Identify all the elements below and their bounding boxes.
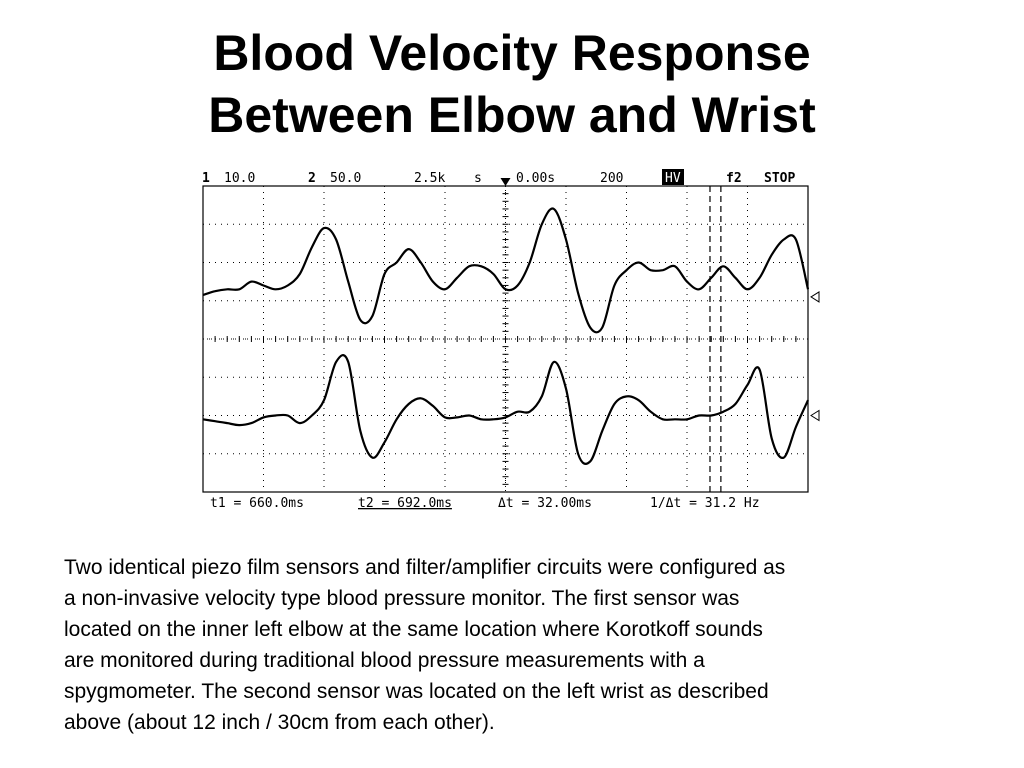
inverse-delta-t-readout: 1/Δt = 31.2 Hz <box>650 496 760 511</box>
measurement-readout <box>210 496 760 511</box>
trigger-marker <box>501 178 511 186</box>
caption-line-6: above (about 12 inch / 30cm from each other). <box>64 711 495 734</box>
caption-line-3: located on the inner left elbow at the same location where Korotkoff sounds <box>64 618 763 641</box>
sample-unit: s <box>474 171 482 186</box>
status-bar <box>202 169 795 186</box>
caption-line-1: Two identical piezo film sensors and filter/amplifier circuits were configured as <box>64 556 786 579</box>
caption <box>64 552 964 738</box>
ch1-indicator: 1 <box>202 171 210 186</box>
title-line-1: Blood Velocity Response <box>213 25 811 81</box>
caption-line-2: a non-invasive velocity type blood pressure monitor. The first sensor was <box>64 587 740 610</box>
channel-2-marker <box>811 411 819 421</box>
run-state: STOP <box>764 171 796 186</box>
slide-title <box>0 22 1024 146</box>
ch2-scale: 50.0 <box>330 171 362 186</box>
timebase: 200 <box>600 171 624 186</box>
ch1-scale: 10.0 <box>224 171 256 186</box>
ch2-indicator: 2 <box>308 171 316 186</box>
delta-t-readout: Δt = 32.00ms <box>498 496 592 511</box>
trigger-time: 0.00s <box>516 171 556 186</box>
caption-line-4: are monitored during traditional blood pressure measurements with a <box>64 649 705 672</box>
t1-readout: t1 = 660.0ms <box>210 496 304 511</box>
channel-1-marker <box>811 292 819 302</box>
trace-channel-2 <box>203 355 808 464</box>
t2-readout: t2 = 692.0ms <box>358 496 452 511</box>
mode-label: HV <box>665 171 681 186</box>
title-line-2: Between Elbow and Wrist <box>208 87 816 143</box>
graticule <box>203 178 808 492</box>
caption-line-5: spygmometer. The second sensor was located on the left wrist as described <box>64 680 769 703</box>
function-label: f2 <box>726 171 742 186</box>
channel-markers <box>811 292 819 421</box>
oscilloscope-screen <box>198 164 838 514</box>
sample-rate: 2.5k <box>414 171 446 186</box>
oscilloscope-capture <box>198 164 838 514</box>
